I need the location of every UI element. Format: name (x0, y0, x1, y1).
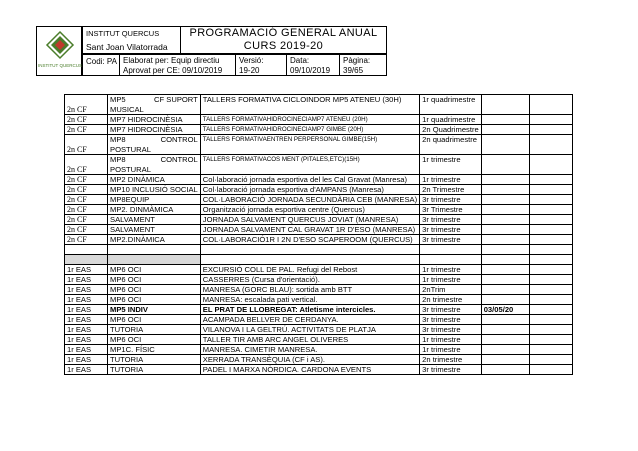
activities-table (64, 94, 573, 375)
extra-cell (529, 155, 572, 175)
term-cell: 2n Quadrimestre (420, 125, 482, 135)
date-cell (481, 155, 529, 175)
term-cell: 1r trimestre (420, 275, 482, 285)
group-cell: MP7 HIDROCINÈSIA (108, 115, 201, 125)
table-row (65, 265, 573, 275)
course-cell: 2n CF (65, 155, 108, 175)
group-cell: MP2. DINMÀMICA (108, 205, 201, 215)
term-cell: 1r trimestre (420, 335, 482, 345)
group-name: CONTROL (160, 155, 198, 164)
empty-cell (529, 245, 572, 255)
extra-cell (529, 135, 572, 155)
table-row (65, 295, 573, 305)
activity-cell: MANRESA: escalada pati vertical. (200, 295, 419, 305)
group-cell: TUTORIA (108, 355, 201, 365)
table-row (65, 305, 573, 315)
activity-cell: JORNADA SALVAMENT QUERCUS JOVIAT (MANRESA) (200, 215, 419, 225)
table-row (65, 205, 573, 215)
course-cell: 1r EAS (65, 285, 108, 295)
group-cell: SALVAMENT (108, 225, 201, 235)
group-cell: MP6 OCI (108, 275, 201, 285)
date-cell (481, 235, 529, 245)
date-cell (481, 95, 529, 115)
extra-cell (529, 325, 572, 335)
table-row (65, 125, 573, 135)
course-cell: 1r EAS (65, 265, 108, 275)
extra-cell (529, 195, 572, 205)
extra-cell (529, 335, 572, 345)
table-row (65, 285, 573, 295)
activity-cell: EL PRAT DE LLOBREGAT: Atletisme intercicles. (200, 305, 419, 315)
school-logo (36, 26, 82, 76)
table-row (65, 135, 573, 155)
extra-cell (529, 185, 572, 195)
extra-cell (529, 235, 572, 245)
aprovat-text: Aprovat per CE: 09/10/2019 (123, 66, 223, 75)
group-name: CONTROL (160, 135, 198, 144)
group-cell (108, 95, 201, 115)
term-cell: 3r trimestre (420, 195, 482, 205)
group-cell: MP6 OCI (108, 285, 201, 295)
group-cell: SALVAMENT (108, 215, 201, 225)
course-year: CURS 2019-20 (181, 40, 387, 54)
term-cell: 2n quadrimestre (420, 135, 482, 155)
course-cell: 2n CF (65, 215, 108, 225)
course-cell: 2n CF (65, 205, 108, 215)
term-cell: 3r trimestre (420, 215, 482, 225)
date-cell (481, 295, 529, 305)
group-cell (108, 155, 201, 175)
versio-value: 19-20 (239, 66, 260, 75)
activity-cell: Organització jornada esportiva centre (Quercus) (200, 205, 419, 215)
date-cell (481, 185, 529, 195)
course-cell: 2n CF (65, 235, 108, 245)
empty-cell (200, 245, 419, 255)
date-cell: 03/05/20 (481, 305, 529, 315)
extra-cell (529, 355, 572, 365)
extra-cell (529, 315, 572, 325)
term-cell: 1r trimestre (420, 155, 482, 175)
course-cell: 2n CF (65, 175, 108, 185)
term-cell: 2n Trimestre (420, 185, 482, 195)
group-code: MP8 (110, 155, 126, 164)
group-cell: MP1C. FÍSIC (108, 345, 201, 355)
activity-cell: TALLERS FORMATIVAHIDROCINECIAMP7 ATENEU (20H) (200, 115, 419, 125)
activity-cell: MANRESA (GORC BLAU): sortida amb BTT (200, 285, 419, 295)
group-cell: MP2 DINÀMICA (108, 175, 201, 185)
table-row (65, 185, 573, 195)
table-row (65, 335, 573, 345)
data-label: Data: (290, 56, 310, 65)
blank-row (65, 245, 573, 255)
group-subname: MUSICAL (110, 105, 144, 114)
date-cell (481, 265, 529, 275)
table-row (65, 115, 573, 125)
group-cell: MP5 INDIV (108, 305, 201, 315)
elaborat-text: Elaborat per: Equip directiu (123, 56, 220, 65)
table-row (65, 225, 573, 235)
extra-cell (529, 115, 572, 125)
extra-cell (529, 305, 572, 315)
separator-cell (108, 255, 201, 265)
term-cell: 1r trimestre (420, 345, 482, 355)
term-cell: 3r trimestre (420, 325, 482, 335)
date-cell (481, 275, 529, 285)
separator-cell (529, 255, 572, 265)
extra-cell (529, 275, 572, 285)
table-row (65, 175, 573, 185)
date-cell (481, 225, 529, 235)
group-cell: MP6 OCI (108, 295, 201, 305)
term-cell: 1r quadrimestre (420, 115, 482, 125)
term-cell: 1r trimestre (420, 265, 482, 275)
empty-cell (108, 245, 201, 255)
school-town: Sant Joan Vilatorrada (82, 40, 181, 54)
table-row (65, 155, 573, 175)
extra-cell (529, 95, 572, 115)
extra-cell (529, 345, 572, 355)
activity-cell: ACAMPADA BELLVER DE CERDANYA. (200, 315, 419, 325)
extra-cell (529, 285, 572, 295)
activity-cell: TALLER TIR AMB ARC ANGEL OLIVERES (200, 335, 419, 345)
course-cell: 2n CF (65, 125, 108, 135)
separator-cell (65, 255, 108, 265)
activity-cell: TALLERS FORMATIVACOS MENT (PITALES,ETC)(15H) (200, 155, 419, 175)
term-cell: 3r trimestre (420, 235, 482, 245)
group-name: CF SUPORT (154, 95, 198, 104)
extra-cell (529, 215, 572, 225)
date-cell (481, 365, 529, 375)
group-cell: MP2.DINÀMICA (108, 235, 201, 245)
activity-cell: COL·LABORACIÓ JORNADA SECUNDÀRIA CEB (MANRESA) (200, 195, 419, 205)
extra-cell (529, 365, 572, 375)
activity-cell: JORNADA SALVAMENT CAL GRAVAT 1R D'ESO (MANRESA) (200, 225, 419, 235)
section-separator (65, 255, 573, 265)
date-cell (481, 135, 529, 155)
date-cell (481, 345, 529, 355)
activity-cell: COL·LABORACIÓ1R I 2N D'ESO SCAPEROOM (QUERCUS) (200, 235, 419, 245)
activities-table-body (65, 95, 573, 375)
group-cell: TUTORIA (108, 365, 201, 375)
activity-cell: XERRADA TRANSÈQUIA (CF i AS). (200, 355, 419, 365)
term-cell: 3r Trimestre (420, 205, 482, 215)
data-value: 09/10/2019 (290, 66, 331, 75)
date-cell (481, 215, 529, 225)
extra-cell (529, 205, 572, 215)
date-cell (481, 325, 529, 335)
term-cell: 2n trimestre (420, 295, 482, 305)
extra-cell (529, 125, 572, 135)
activity-cell: VILANOVA I LA GELTRÚ. ACTIVITATS DE PLATJA (200, 325, 419, 335)
course-cell: 1r EAS (65, 365, 108, 375)
date-cell (481, 205, 529, 215)
course-cell: 2n CF (65, 135, 108, 155)
logo-text: INSTITUT QUERCUS (38, 63, 82, 68)
table-row (65, 315, 573, 325)
date-cell (481, 355, 529, 365)
course-cell: 1r EAS (65, 335, 108, 345)
course-cell: 1r EAS (65, 355, 108, 365)
group-code: MP8 (110, 135, 126, 144)
term-cell: 1r trimestre (420, 175, 482, 185)
term-cell: 3r trimestre (420, 305, 482, 315)
activity-cell: TALLERS FORMATIVA CICLOINDOR MP5 ATENEU (30H) (200, 95, 419, 115)
term-cell: 3r trimestre (420, 365, 482, 375)
term-cell: 2nTrim (420, 285, 482, 295)
table-row (65, 325, 573, 335)
extra-cell (529, 175, 572, 185)
date-cell (481, 175, 529, 185)
empty-cell (481, 245, 529, 255)
extra-cell (529, 295, 572, 305)
quercus-logo-icon (45, 30, 75, 62)
pagina-label: Pàgina: (343, 56, 371, 65)
date-cell (481, 285, 529, 295)
term-cell: 3r trimestre (420, 315, 482, 325)
versio-cell (236, 54, 287, 76)
date-cell (481, 195, 529, 205)
group-cell: MP7 HIDROCINÈSIA (108, 125, 201, 135)
page-title: PROGRAMACIÓ GENERAL ANUAL (181, 26, 387, 40)
group-cell: MP6 OCI (108, 335, 201, 345)
course-cell: 1r EAS (65, 305, 108, 315)
course-cell: 1r EAS (65, 325, 108, 335)
pagina-value: 39/65 (343, 66, 364, 75)
table-row (65, 235, 573, 245)
group-cell: MP8EQUIP (108, 195, 201, 205)
table-row (65, 365, 573, 375)
data-cell (287, 54, 340, 76)
elaborat-cell (120, 54, 236, 76)
activity-cell: Col·laboració jornada esportiva del les Cal Gravat (Manresa) (200, 175, 419, 185)
pagina-cell (340, 54, 387, 76)
course-cell: 1r EAS (65, 315, 108, 325)
activity-cell: Col·laboració jornada esportiva d'AMPANS (Manresa) (200, 185, 419, 195)
course-cell: 2n CF (65, 225, 108, 235)
term-cell: 2n trimestre (420, 355, 482, 365)
school-name: INSTITUT QUERCUS (82, 26, 181, 40)
group-subname: POSTURAL (110, 165, 151, 174)
group-cell: MP6 OCI (108, 265, 201, 275)
activity-cell: TALLERS FORMATIVAENTREN PERPERSONAL GIMBE(15H) (200, 135, 419, 155)
activity-cell: EXCURSIÓ COLL DE PAL. Refugi del Rebost (200, 265, 419, 275)
group-cell: MP6 OCI (108, 315, 201, 325)
course-cell: 1r EAS (65, 295, 108, 305)
date-cell (481, 335, 529, 345)
activity-cell: MANRESA. CIMETIR MANRESA. (200, 345, 419, 355)
versio-label: Versió: (239, 56, 264, 65)
group-cell: MP10 INCLUSIÓ SOCIAL (108, 185, 201, 195)
table-row (65, 275, 573, 285)
empty-cell (420, 245, 482, 255)
course-cell: 2n CF (65, 95, 108, 115)
table-row (65, 215, 573, 225)
course-cell: 2n CF (65, 195, 108, 205)
course-cell: 2n CF (65, 115, 108, 125)
group-code: MP5 (110, 95, 126, 104)
separator-cell (481, 255, 529, 265)
table-row (65, 95, 573, 115)
date-cell (481, 315, 529, 325)
table-row (65, 195, 573, 205)
term-cell: 1r quadrimestre (420, 95, 482, 115)
course-cell: 1r EAS (65, 275, 108, 285)
empty-cell (65, 245, 108, 255)
separator-cell (200, 255, 419, 265)
activity-cell: CASSERRES (Cursa d'orientació). (200, 275, 419, 285)
activity-cell: PADEL I MARXA NÒRDICA. CARDONA EVENTS (200, 365, 419, 375)
course-cell: 2n CF (65, 185, 108, 195)
group-cell (108, 135, 201, 155)
group-subname: POSTURAL (110, 145, 151, 154)
date-cell (481, 125, 529, 135)
term-cell: 3r trimestre (420, 225, 482, 235)
separator-cell (420, 255, 482, 265)
codi-cell: Codi: PA (82, 54, 120, 76)
group-cell: TUTORIA (108, 325, 201, 335)
date-cell (481, 115, 529, 125)
table-row (65, 355, 573, 365)
table-row (65, 345, 573, 355)
course-cell: 1r EAS (65, 345, 108, 355)
activity-cell: TALLERS FORMATIVAHIDROCINECIAMP7 GIMBE (20H) (200, 125, 419, 135)
extra-cell (529, 225, 572, 235)
extra-cell (529, 265, 572, 275)
